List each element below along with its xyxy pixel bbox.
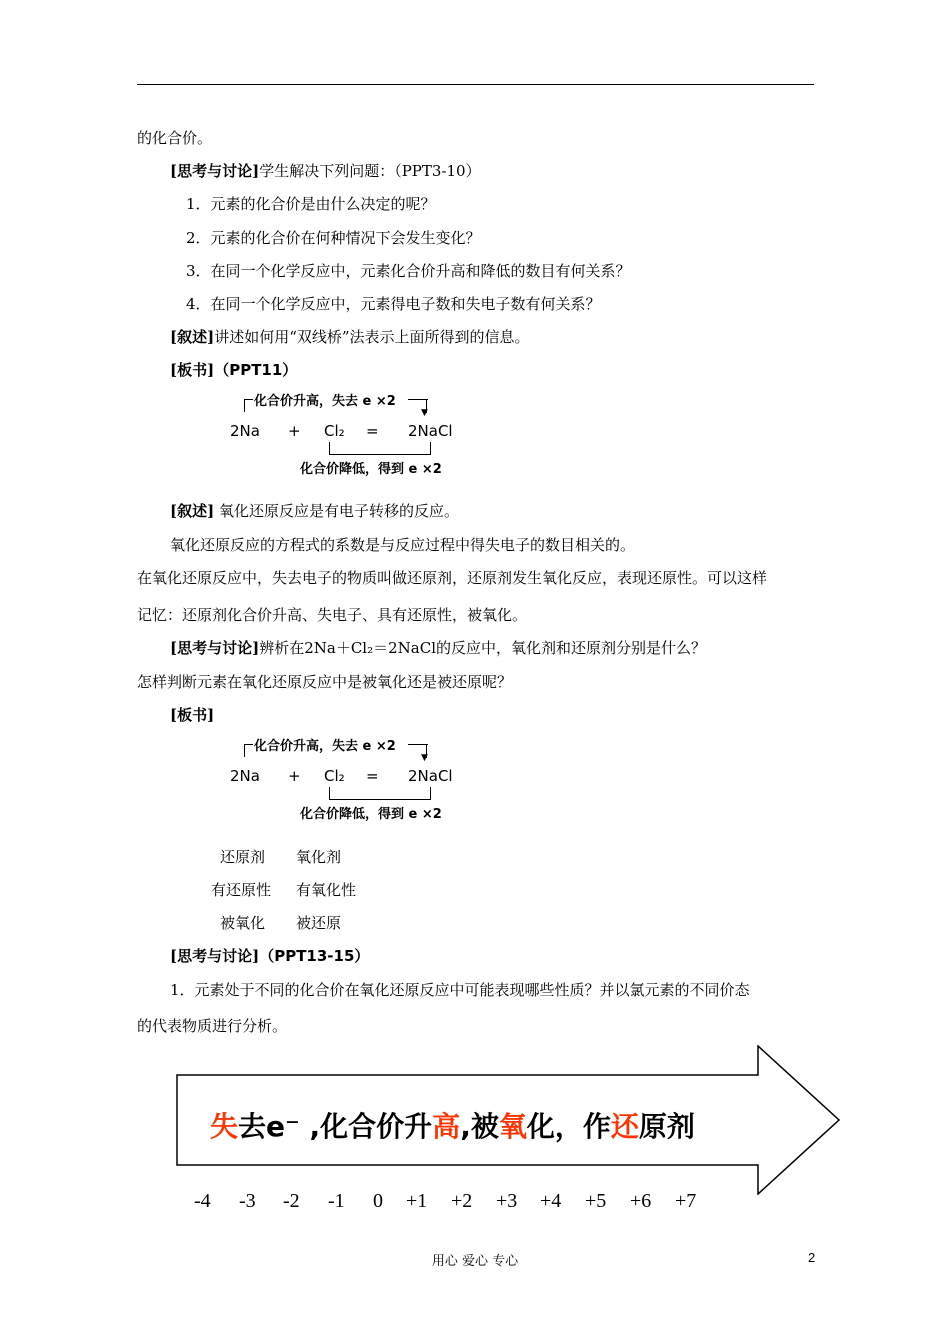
narration-paragraph xyxy=(170,327,530,347)
discussion-paragraph xyxy=(170,638,706,658)
caption-text: 化，作 xyxy=(526,1110,611,1143)
oxidation-label: 化合价升高，失去 e ×2 xyxy=(254,394,396,409)
term-reducibility: 有还原性 xyxy=(211,881,272,899)
down-arrow-icon: ▼ xyxy=(421,408,428,418)
section-tag: [板书] xyxy=(170,361,215,379)
section-tag: [思考与讨论] xyxy=(170,639,260,657)
caption-text: 去e⁻ ,化合价升 xyxy=(238,1110,433,1143)
highlight-char: 氧 xyxy=(498,1110,527,1143)
board-heading xyxy=(170,705,214,725)
bracket-top-left xyxy=(244,744,253,757)
arrow-caption xyxy=(210,1105,695,1145)
term-reducing-agent: 还原剂 xyxy=(220,848,266,866)
plus-sign: + xyxy=(288,767,301,785)
paragraph: 的代表物质进行分析。 xyxy=(137,1017,288,1035)
board-heading xyxy=(170,360,297,380)
caption-text: 原剂 xyxy=(638,1110,695,1143)
page-number: 2 xyxy=(808,1250,816,1265)
valence-number: 0 xyxy=(373,1190,383,1212)
equals-sign: = xyxy=(366,422,379,440)
equals-sign: = xyxy=(366,767,379,785)
text-line: 的化合价。 xyxy=(137,129,213,147)
valence-number: -1 xyxy=(328,1190,345,1212)
section-tag: [板书] xyxy=(170,706,215,724)
valence-number: +4 xyxy=(540,1190,562,1212)
bracket-top-left xyxy=(244,399,253,412)
narration-paragraph xyxy=(170,501,459,521)
question-2: 2．元素的化合价在何种情况下会发生变化？ xyxy=(186,229,481,247)
paragraph: 怎样判断元素在氧化还原反应中是被氧化还是被还原呢？ xyxy=(137,673,513,691)
highlight-char: 失 xyxy=(210,1110,239,1143)
question-1: 1．元素的化合价是由什么决定的呢？ xyxy=(186,195,436,213)
caption-text: ,被 xyxy=(460,1110,499,1143)
valence-number: -2 xyxy=(283,1190,300,1212)
bracket-bottom xyxy=(329,442,431,455)
valence-number: +2 xyxy=(451,1190,473,1212)
valence-scale xyxy=(0,1190,950,1218)
paragraph-text: 氧化还原反应是有电子转移的反应。 xyxy=(214,502,459,520)
double-bridge-diagram xyxy=(228,388,488,477)
product-nacl: 2NaCl xyxy=(408,767,453,785)
reactant-cl2: Cl₂ xyxy=(324,767,345,785)
paragraph-text: 辨析在2Na＋Cl₂＝2NaCl的反应中，氧化剂和还原剂分别是什么？ xyxy=(259,639,706,657)
discussion-paragraph xyxy=(170,946,369,966)
term-oxidizability: 有氧化性 xyxy=(296,881,357,899)
valence-number: +1 xyxy=(406,1190,428,1212)
paragraph: 记忆：还原剂化合价升高、失电子、具有还原性，被氧化。 xyxy=(137,606,528,624)
valence-number: +7 xyxy=(675,1190,697,1212)
valence-number: -3 xyxy=(239,1190,256,1212)
reactant-cl2: Cl₂ xyxy=(324,422,345,440)
discussion-paragraph xyxy=(170,161,481,181)
paragraph: 在氧化还原反应中，失去电子的物质叫做还原剂，还原剂发生氧化反应，表现还原性。可以这样 xyxy=(137,569,768,587)
valence-number: +3 xyxy=(496,1190,518,1212)
reactant-na: 2Na xyxy=(230,422,260,440)
valence-number: +5 xyxy=(585,1190,607,1212)
product-nacl: 2NaCl xyxy=(408,422,453,440)
oxidation-label: 化合价升高，失去 e ×2 xyxy=(254,739,396,754)
section-tag: [叙述] xyxy=(170,328,215,346)
paragraph-text: 学生解决下列问题：（PPT3-10） xyxy=(259,162,481,180)
plus-sign: + xyxy=(288,422,301,440)
bracket-bottom xyxy=(329,787,431,800)
question-4: 4．在同一个化学反应中，元素得电子数和失电子数有何关系？ xyxy=(186,295,601,313)
header-rule xyxy=(137,84,814,85)
bracket-top-right xyxy=(408,744,428,745)
footer-slogan: 用心 爱心 专心 xyxy=(431,1254,519,1269)
section-tag: [思考与讨论] xyxy=(170,162,260,180)
paragraph: 1．元素处于不同的化合价在氧化还原反应中可能表现哪些性质？并以氯元素的不同价态 xyxy=(170,981,750,999)
question-3: 3．在同一个化学反应中，元素化合价升高和降低的数目有何关系？ xyxy=(186,262,631,280)
paragraph-text: 讲述如何用“双线桥”法表示上面所得到的信息。 xyxy=(214,328,530,346)
term-oxidized: 被氧化 xyxy=(220,914,266,932)
ppt-reference: （PPT11） xyxy=(214,361,298,379)
highlight-char: 还 xyxy=(610,1110,639,1143)
section-tag: [叙述] xyxy=(170,502,215,520)
highlight-char: 高 xyxy=(432,1110,461,1143)
term-reduced: 被还原 xyxy=(296,914,342,932)
ppt-reference: （PPT13-15） xyxy=(259,947,370,965)
valence-number: -4 xyxy=(194,1190,211,1212)
down-arrow-icon: ▼ xyxy=(421,753,428,763)
double-bridge-diagram xyxy=(228,733,488,822)
bracket-top-right xyxy=(408,399,428,400)
section-tag: [思考与讨论] xyxy=(170,947,260,965)
reduction-label: 化合价降低，得到 e ×2 xyxy=(300,807,442,822)
reactant-na: 2Na xyxy=(230,767,260,785)
term-oxidizing-agent: 氧化剂 xyxy=(296,848,342,866)
reduction-label: 化合价降低，得到 e ×2 xyxy=(300,462,442,477)
valence-number: +6 xyxy=(630,1190,652,1212)
paragraph: 氧化还原反应的方程式的系数是与反应过程中得失电子的数目相关的。 xyxy=(170,536,636,554)
